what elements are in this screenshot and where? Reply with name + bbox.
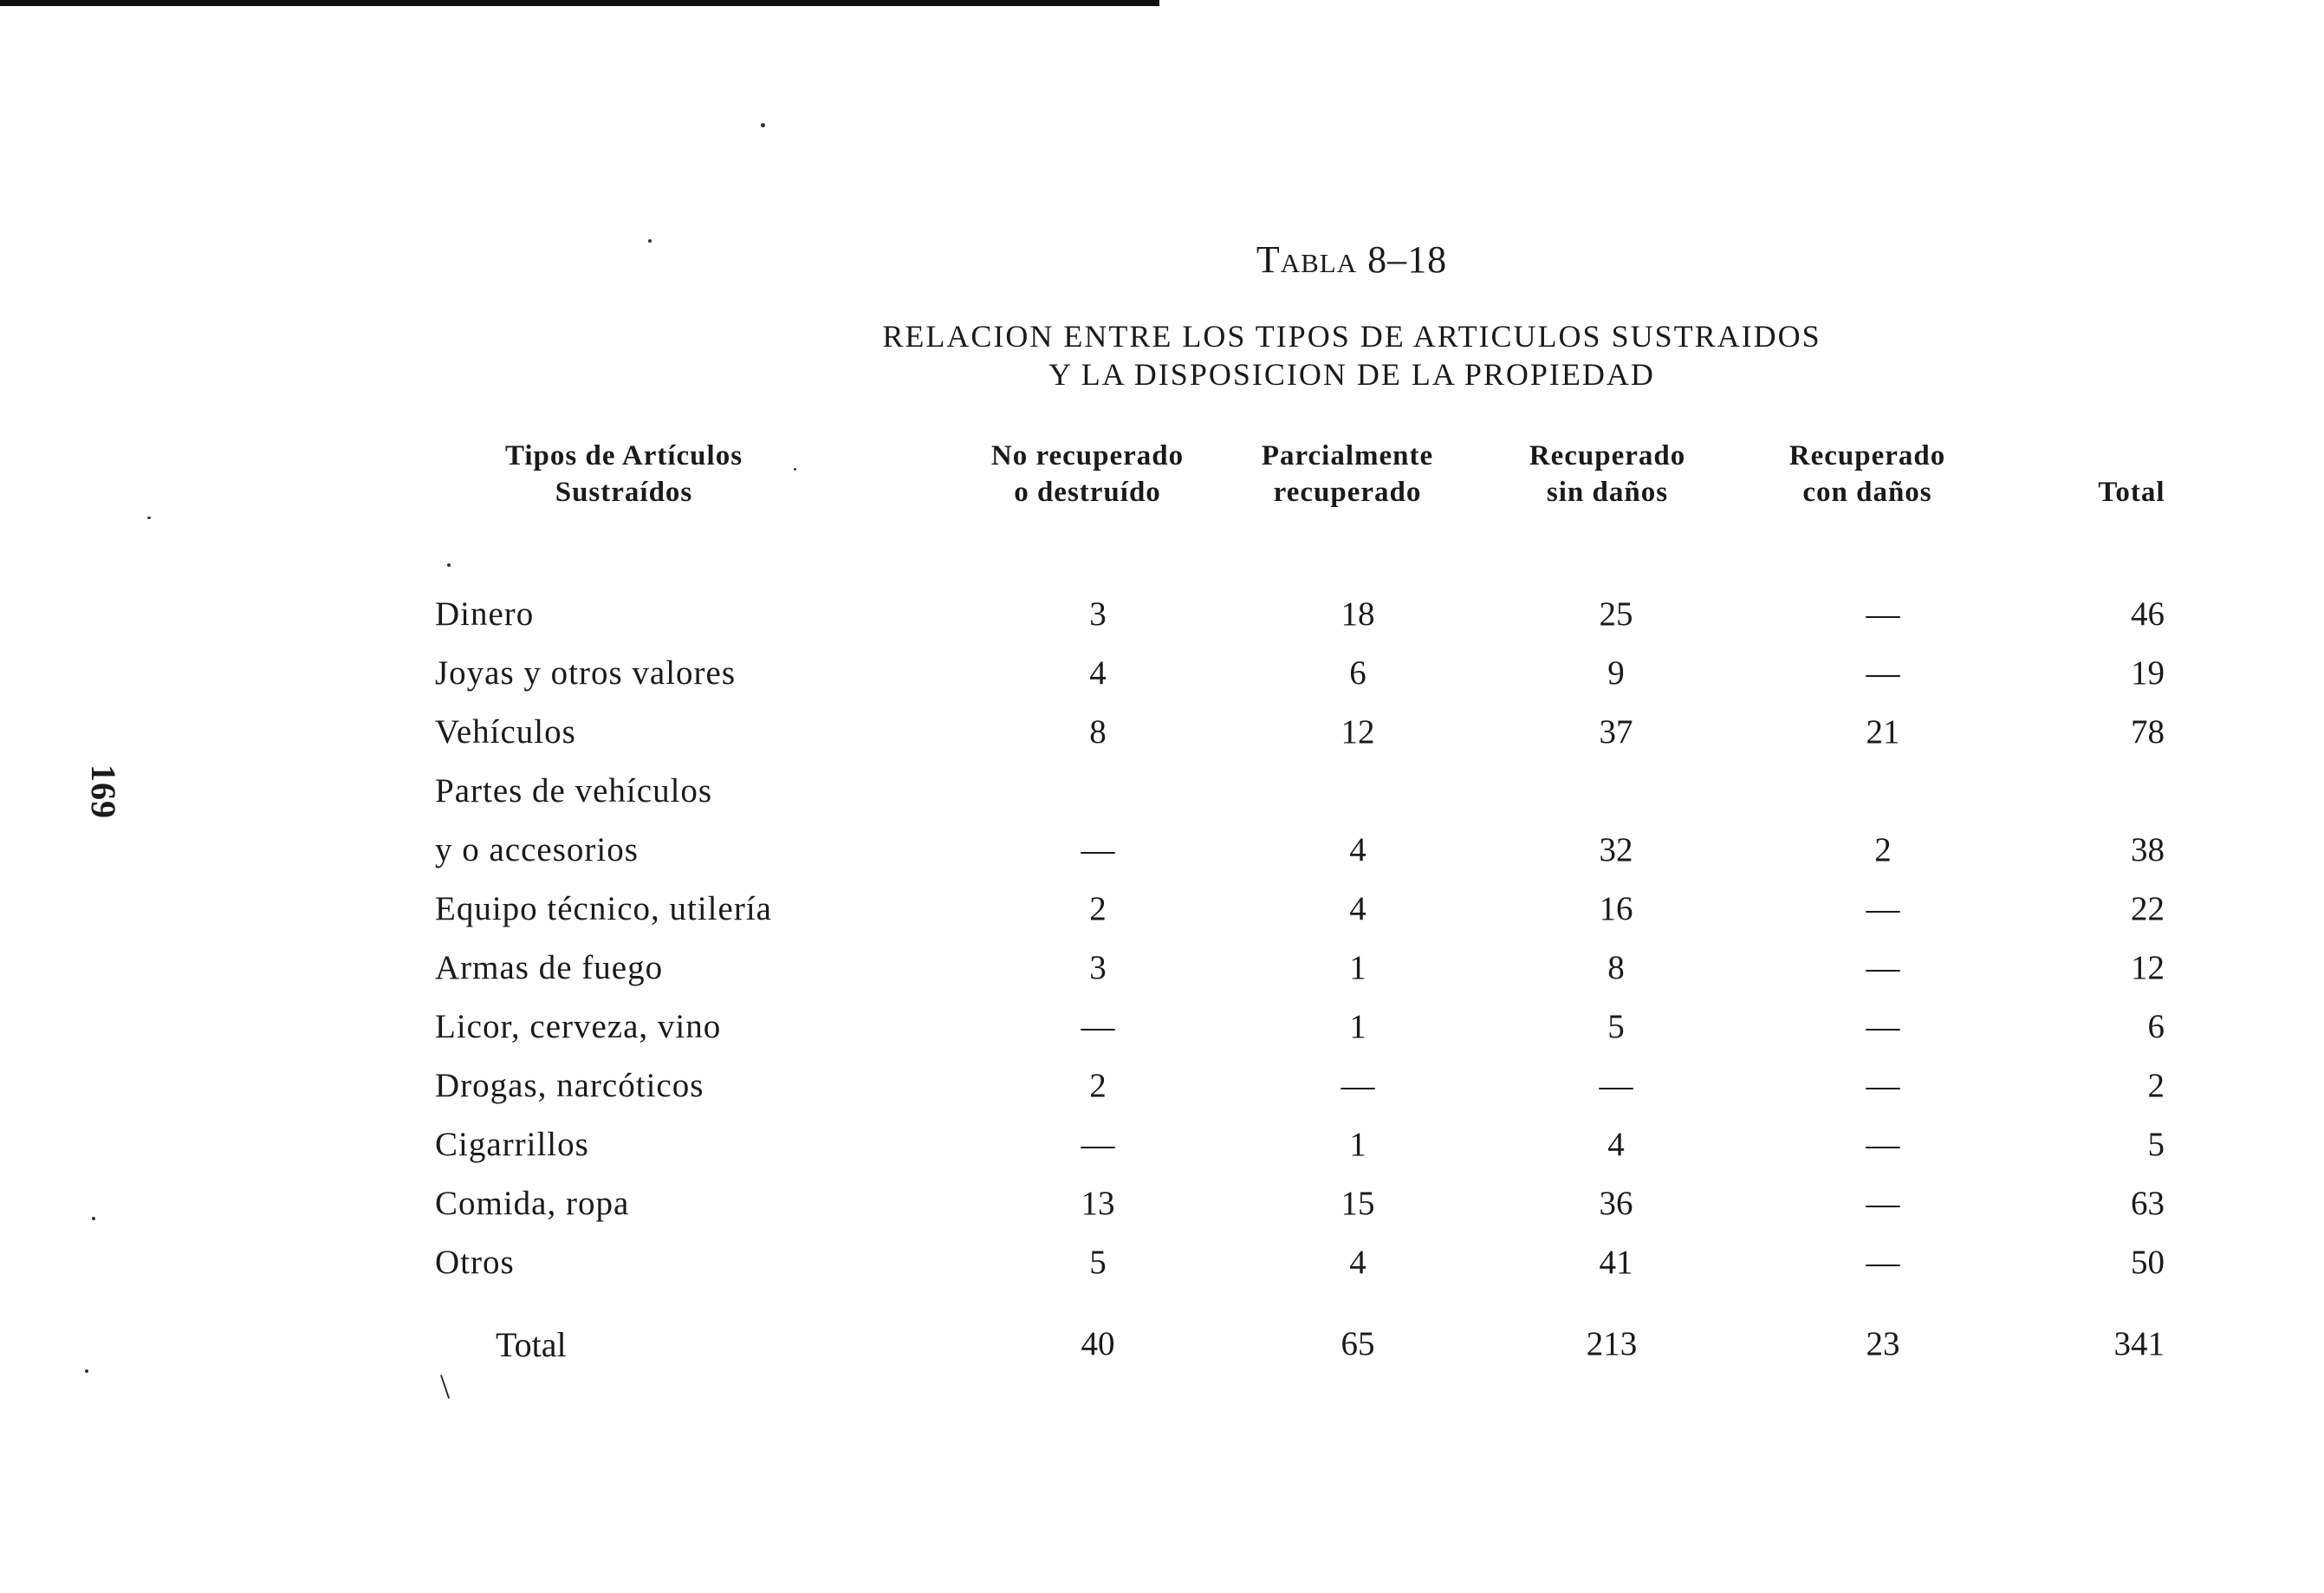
header-col5-line-1 xyxy=(2028,438,2236,474)
table-cell: 4 xyxy=(1349,1244,1366,1281)
table-cell: 38 xyxy=(2131,831,2165,868)
row-label: Vehículos xyxy=(435,713,576,751)
scan-speck xyxy=(648,239,652,243)
scan-speck xyxy=(85,1369,88,1373)
table-cell: 25 xyxy=(1599,595,1633,633)
table-cell: 5 xyxy=(1607,1008,1625,1045)
row-label: Licor, cerveza, vino xyxy=(435,1008,722,1045)
total-cell: 213 xyxy=(1586,1325,1638,1362)
table-cell: 21 xyxy=(1866,713,1900,751)
header-col1-line-2: o destruído xyxy=(1014,477,1161,508)
table-cell: 18 xyxy=(1341,595,1375,633)
table-cell: 32 xyxy=(1599,831,1633,868)
table-cell: 5 xyxy=(2147,1126,2165,1163)
row-label: Partes de vehículos xyxy=(435,772,713,810)
row-label: Armas de fuego xyxy=(435,949,664,986)
table-cell: — xyxy=(1866,1008,1900,1045)
table-cell: 1 xyxy=(1349,1126,1366,1163)
table-cell: 4 xyxy=(1349,890,1366,927)
table-cell: 8 xyxy=(1607,949,1625,986)
scan-speck xyxy=(761,123,765,127)
total-cell: 65 xyxy=(1341,1325,1375,1362)
table-cell: — xyxy=(1081,831,1115,868)
top-rule xyxy=(0,0,1159,6)
table-cell: — xyxy=(1341,1067,1375,1104)
table-cell: 12 xyxy=(2131,949,2165,986)
table-cell: 22 xyxy=(2131,890,2165,927)
table-cell: — xyxy=(1866,949,1900,986)
table-cell: 13 xyxy=(1081,1185,1115,1222)
table-cell: — xyxy=(1866,595,1900,633)
row-label: Cigarrillos xyxy=(435,1126,589,1163)
header-col2-line-1: Parcialmente xyxy=(1261,440,1434,471)
scan-mark: \ xyxy=(440,1367,451,1406)
table-cell: — xyxy=(1866,1067,1900,1104)
total-cell: 40 xyxy=(1081,1325,1115,1362)
header-total xyxy=(2028,438,2236,510)
total-row-label: Total xyxy=(496,1325,567,1364)
header-no-recuperado xyxy=(962,438,1213,510)
table-cell: — xyxy=(1866,1126,1900,1163)
table-cell: 36 xyxy=(1599,1185,1633,1222)
table-cell: 4 xyxy=(1607,1126,1625,1163)
table-cell: 1 xyxy=(1349,1008,1366,1045)
table-cell: — xyxy=(1081,1126,1115,1163)
header-con-danos xyxy=(1742,438,1993,510)
table-cell: — xyxy=(1866,890,1900,927)
table-cell: 4 xyxy=(1089,654,1107,692)
total-cell: 23 xyxy=(1866,1325,1900,1362)
header-col1-line-1: No recuperado xyxy=(990,440,1185,471)
scan-speck xyxy=(794,468,796,471)
table-cell: 6 xyxy=(2147,1008,2165,1045)
header-col2-line-2: recuperado xyxy=(1273,477,1422,508)
scan-speck xyxy=(92,1217,95,1220)
scan-speck xyxy=(147,517,151,519)
table-cell: 37 xyxy=(1599,713,1633,751)
header-col3-line-1: Recuperado xyxy=(1529,440,1686,471)
table-cell: — xyxy=(1081,1008,1115,1045)
table-cell: 9 xyxy=(1607,654,1625,692)
row-label: Joyas y otros valores xyxy=(435,654,737,692)
table-label-prefix: Tabla xyxy=(1256,238,1358,281)
table-cell: 4 xyxy=(1349,831,1366,868)
table-label xyxy=(1066,237,1638,282)
table-cell: 1 xyxy=(1349,949,1366,986)
header-sin-danos xyxy=(1482,438,1733,510)
table-cell: 41 xyxy=(1599,1244,1633,1281)
table-cell: 6 xyxy=(1349,654,1366,692)
header-category xyxy=(468,438,780,510)
table-cell: — xyxy=(1866,654,1900,692)
row-label: Otros xyxy=(435,1244,515,1281)
header-col4-line-1: Recuperado xyxy=(1788,440,1946,471)
header-col5-line-2: Total xyxy=(2098,477,2165,508)
table-cell: — xyxy=(1866,1185,1900,1222)
header-category-line-1: Tipos de Artículos xyxy=(504,440,743,471)
row-label: y o accesorios xyxy=(435,831,639,868)
table-cell: 8 xyxy=(1089,713,1107,751)
table-cell: 2 xyxy=(1089,1067,1107,1104)
table-cell: 3 xyxy=(1089,595,1107,633)
table-title xyxy=(719,317,1984,393)
row-label: Comida, ropa xyxy=(435,1185,630,1222)
header-col3-line-2: sin daños xyxy=(1546,477,1669,508)
page-number: 169 xyxy=(84,764,123,819)
row-label: Drogas, narcóticos xyxy=(435,1067,704,1104)
row-label: Dinero xyxy=(435,595,535,633)
table-cell: — xyxy=(1599,1067,1633,1104)
table-cell: — xyxy=(1866,1244,1900,1281)
table-cell: 2 xyxy=(1874,831,1892,868)
table-cell: 16 xyxy=(1599,890,1633,927)
table-cell: 2 xyxy=(2147,1067,2165,1104)
table-cell: 12 xyxy=(1341,713,1375,751)
table-title-line-1: RELACION ENTRE LOS TIPOS DE ARTICULOS SUSTRAIDOS xyxy=(882,319,1821,354)
table-cell: 63 xyxy=(2131,1185,2165,1222)
table-cell: 50 xyxy=(2131,1244,2165,1281)
total-cell: 341 xyxy=(2113,1325,2165,1362)
table-label-number: 8–18 xyxy=(1367,238,1448,281)
table-cell: 78 xyxy=(2131,713,2165,751)
scan-speck xyxy=(447,563,451,567)
table-cell: 46 xyxy=(2131,595,2165,633)
table-cell: 15 xyxy=(1341,1185,1375,1222)
row-label: Equipo técnico, utilería xyxy=(435,890,772,927)
table-cell: 5 xyxy=(1089,1244,1107,1281)
table-title-line-2: Y LA DISPOSICION DE LA PROPIEDAD xyxy=(1048,357,1655,392)
header-col4-line-2: con daños xyxy=(1802,477,1932,508)
table-cell: 19 xyxy=(2131,654,2165,692)
header-category-line-2: Sustraídos xyxy=(555,477,693,508)
header-parcialmente xyxy=(1222,438,1473,510)
table-cell: 2 xyxy=(1089,890,1107,927)
table-cell: 3 xyxy=(1089,949,1107,986)
